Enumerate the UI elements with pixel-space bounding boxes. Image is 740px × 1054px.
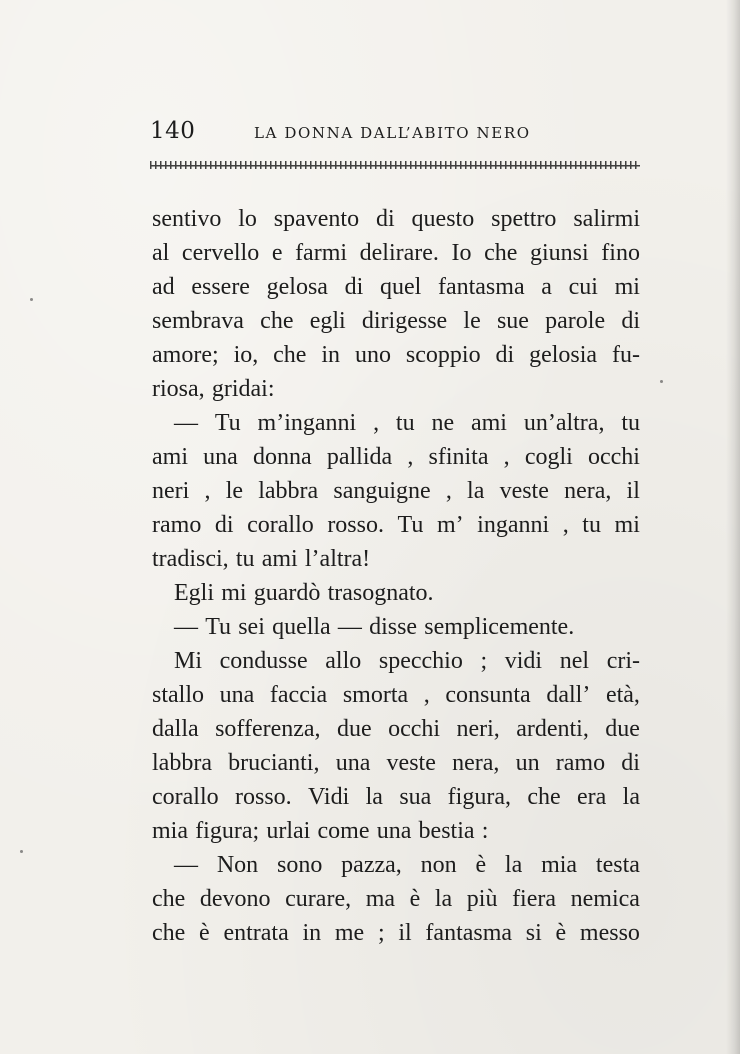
word: ardenti,: [516, 716, 589, 742]
word: quel: [379, 274, 422, 300]
word: ami: [261, 546, 298, 572]
word: io,: [233, 342, 259, 368]
word: entrata: [223, 920, 289, 946]
word: cogli: [524, 444, 573, 470]
word: età,: [605, 682, 640, 708]
word: tu: [395, 410, 415, 436]
word: di: [621, 308, 640, 334]
word: amore;: [152, 342, 219, 368]
word: un’altra,: [523, 410, 605, 436]
word: nera,: [452, 750, 500, 776]
word: tu: [621, 410, 640, 436]
word: labbra: [258, 478, 319, 504]
word: che: [273, 342, 307, 368]
word: ,: [423, 682, 430, 708]
word: le: [225, 478, 244, 504]
word: nel: [559, 648, 590, 674]
word: gelosa: [266, 274, 328, 300]
word: neri: [152, 478, 190, 504]
text-line-11: [152, 542, 640, 576]
word: fino: [601, 240, 640, 266]
word: spettro: [491, 206, 557, 232]
word: —: [174, 852, 198, 878]
text-line-16: [152, 712, 640, 746]
word: curare,: [285, 886, 352, 912]
word: che: [260, 308, 294, 334]
word: una: [219, 682, 255, 708]
word: è: [555, 920, 567, 946]
word: ;: [480, 648, 488, 674]
text-line-8: [152, 440, 640, 474]
word: essere: [191, 274, 250, 300]
word: corallo: [152, 784, 219, 810]
word: tradisci,: [152, 546, 229, 572]
word: era: [577, 784, 607, 810]
word: faccia: [269, 682, 328, 708]
word: testa: [595, 852, 640, 878]
word: ,: [373, 410, 380, 436]
word: brucianti,: [228, 750, 320, 776]
word: inganni: [477, 512, 550, 538]
text-line-7: [152, 406, 640, 440]
word: l’altra!: [304, 546, 371, 572]
text-line-5: [152, 338, 640, 372]
word: disse: [369, 614, 418, 640]
word: :: [481, 818, 489, 844]
word: mia: [152, 818, 188, 844]
paper-speck: [20, 850, 23, 853]
word: parole: [545, 308, 606, 334]
word: trasognato.: [327, 580, 434, 606]
word: ,: [204, 478, 211, 504]
word: —: [174, 614, 198, 640]
word: nera,: [564, 478, 612, 504]
text-line-14: [152, 644, 640, 678]
word: —: [174, 410, 198, 436]
word: il: [398, 920, 412, 946]
word: giunsi: [530, 240, 589, 266]
word: ,: [562, 512, 569, 538]
word: vidi: [504, 648, 543, 674]
word: dirigesse: [361, 308, 448, 334]
word: al: [152, 240, 170, 266]
word: sei: [238, 614, 265, 640]
word: si: [525, 920, 542, 946]
word: dalla: [152, 716, 199, 742]
word: sembrava: [152, 308, 244, 334]
word: ,: [503, 444, 510, 470]
word: la: [365, 784, 383, 810]
word: di: [214, 512, 234, 538]
word: egli: [309, 308, 346, 334]
word: —: [337, 614, 362, 640]
word: ami: [470, 410, 507, 436]
word: Non: [216, 852, 259, 878]
word: consunta: [445, 682, 531, 708]
word: cervello: [181, 240, 260, 266]
word: mi: [614, 274, 640, 300]
word: occhi: [588, 444, 640, 470]
word: tu: [582, 512, 601, 538]
word: fantasma: [425, 920, 513, 946]
word: è: [199, 920, 210, 946]
paper-speck: [660, 380, 663, 383]
ornamental-rule: [150, 161, 640, 169]
word: bestia: [418, 818, 475, 844]
text-line-3: [152, 270, 640, 304]
word: farmi: [295, 240, 348, 266]
word: labbra: [152, 750, 212, 776]
word: neri,: [456, 716, 500, 742]
word: spavento: [273, 206, 360, 232]
word: m’: [436, 512, 464, 538]
text-line-12: [152, 576, 640, 610]
word: lo: [238, 206, 257, 232]
text-line-1: [152, 202, 640, 236]
text-line-22: [152, 916, 640, 950]
word: che: [527, 784, 561, 810]
word: sofferenza,: [215, 716, 321, 742]
word: corallo: [247, 512, 314, 538]
word: donna: [253, 444, 312, 470]
word: le: [463, 308, 481, 334]
word: di: [344, 274, 364, 300]
word: a: [541, 274, 552, 300]
word: di: [621, 750, 640, 776]
word: che: [152, 886, 186, 912]
word: Tu: [214, 410, 241, 436]
word: sono: [277, 852, 323, 878]
word: veste: [386, 750, 436, 776]
word: la: [504, 852, 523, 878]
word: una: [376, 818, 412, 844]
body-text: [152, 202, 640, 950]
word: Io: [451, 240, 472, 266]
word: in: [321, 342, 341, 368]
page-edge-shadow: [726, 0, 740, 1054]
text-line-4: [152, 304, 640, 338]
word: mi: [221, 580, 247, 606]
word: m’inganni: [257, 410, 357, 436]
word: ,: [407, 444, 414, 470]
word: gelosia: [529, 342, 598, 368]
word: figura,: [447, 784, 511, 810]
word: il: [626, 478, 640, 504]
word: urlai: [266, 818, 311, 844]
word: la: [622, 784, 640, 810]
word: sue: [496, 308, 529, 334]
word: rosso.: [235, 784, 292, 810]
word: gridai:: [211, 376, 275, 402]
word: sentivo: [152, 206, 222, 232]
text-line-13: [152, 610, 640, 644]
text-line-20: [152, 848, 640, 882]
word: fantasma: [437, 274, 525, 300]
word: messo: [579, 920, 640, 946]
word: una: [335, 750, 371, 776]
word: Tu: [397, 512, 424, 538]
text-line-17: [152, 746, 640, 780]
text-line-18: [152, 780, 640, 814]
word: riosa,: [152, 376, 205, 402]
word: fiera: [512, 886, 557, 912]
word: figura;: [195, 818, 260, 844]
word: mi: [614, 512, 640, 538]
word: uno: [354, 342, 391, 368]
word: cui: [568, 274, 598, 300]
word: in: [302, 920, 322, 946]
text-line-15: [152, 678, 640, 712]
paper-speck: [30, 298, 33, 301]
word: smorta: [342, 682, 409, 708]
word: che: [484, 240, 518, 266]
word: dall’: [546, 682, 591, 708]
word: più: [466, 886, 498, 912]
word: e: [271, 240, 283, 266]
word: ,: [445, 478, 452, 504]
word: come: [317, 818, 370, 844]
word: stallo: [152, 682, 204, 708]
word: di: [495, 342, 515, 368]
word: fu-: [612, 342, 640, 368]
word: sanguigne: [333, 478, 431, 504]
word: che: [152, 920, 186, 946]
word: occhi: [388, 716, 441, 742]
word: pallida: [326, 444, 393, 470]
word: semplicemente.: [424, 614, 575, 640]
word: questo: [411, 206, 475, 232]
word: ;: [377, 920, 385, 946]
word: ramo: [555, 750, 606, 776]
page-header: [150, 118, 640, 150]
word: delirare.: [359, 240, 439, 266]
word: Tu: [205, 614, 232, 640]
word: Mi: [174, 648, 203, 674]
text-line-2: [152, 236, 640, 270]
word: ma: [365, 886, 396, 912]
word: condusse: [219, 648, 308, 674]
word: cri-: [606, 648, 640, 674]
word: Vidi: [308, 784, 350, 810]
word: ami: [152, 444, 188, 470]
word: specchio: [378, 648, 463, 674]
word: ramo: [152, 512, 202, 538]
word: nemica: [570, 886, 640, 912]
word: pazza,: [341, 852, 402, 878]
word: ne: [431, 410, 455, 436]
word: me: [334, 920, 365, 946]
word: tu: [235, 546, 255, 572]
word: salirmi: [573, 206, 640, 232]
text-line-6: [152, 372, 640, 406]
page-number: 140: [150, 118, 196, 144]
word: Egli: [174, 580, 214, 606]
word: scoppio: [405, 342, 481, 368]
word: veste: [499, 478, 549, 504]
word: mia: [541, 852, 578, 878]
text-line-19: [152, 814, 640, 848]
word: una: [203, 444, 238, 470]
running-title: LA DONNA DALL’ABITO NERO: [254, 124, 531, 142]
text-line-21: [152, 882, 640, 916]
text-line-9: [152, 474, 640, 508]
word: ad: [152, 274, 175, 300]
word: sfinita: [428, 444, 489, 470]
word: rosso.: [327, 512, 384, 538]
word: due: [336, 716, 372, 742]
word: allo: [325, 648, 362, 674]
word: devono: [199, 886, 271, 912]
text-line-10: [152, 508, 640, 542]
word: un: [515, 750, 540, 776]
word: la: [467, 478, 485, 504]
word: è: [475, 852, 487, 878]
word: guardò: [253, 580, 321, 606]
word: è: [409, 886, 421, 912]
word: non: [420, 852, 457, 878]
word: sua: [399, 784, 432, 810]
word: due: [605, 716, 640, 742]
word: quella: [272, 614, 331, 640]
word: di: [375, 206, 395, 232]
word: la: [434, 886, 453, 912]
